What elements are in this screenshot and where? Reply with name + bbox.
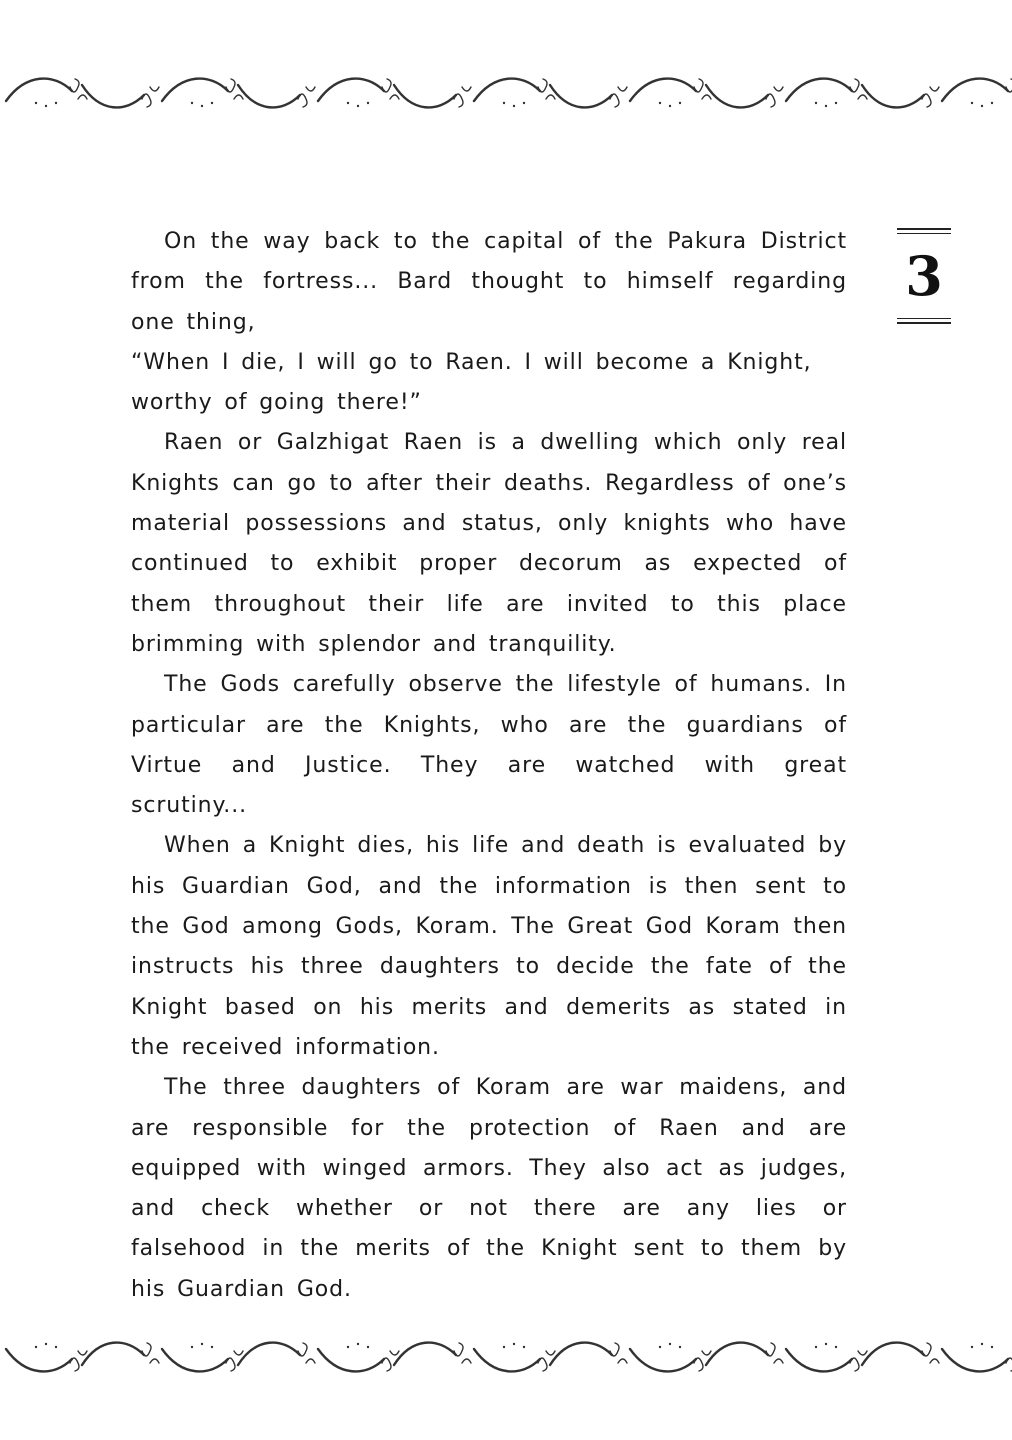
paragraph-5: The three daughters of Koram are war maidens, and are responsible for the protection of Raen and are equipped with winged armors. They also act as judges, and check whether or not there are any lies or falsehood in the merits of the Knight sent to them by his Guardian God.	[131, 1075, 847, 1302]
body-text	[131, 222, 847, 1310]
ornamental-scroll-border-icon	[0, 58, 1012, 128]
page-number: 3	[905, 244, 943, 308]
page-number-rule-bottom	[897, 322, 951, 324]
paragraph-2: Raen or Galzhigat Raen is a dwelling which only real Knights can go to after their deaths. Regardless of one’s material possessions and status, only knights who have continued to exhibit proper decorum as expected of them throughout their life are invited to this place brimming with splendor and tranquility.	[131, 430, 847, 657]
paragraph-1: On the way back to the capital of the Pakura District from the fortress... Bard thought to himself regarding one thing,	[131, 229, 847, 335]
page-number-marker	[897, 228, 951, 324]
top-ornamental-border	[0, 58, 1012, 128]
paragraph-3: The Gods carefully observe the lifestyle of humans. In particular are the Knights, who are the guardians of Virtue and Justice. They are watched with great scrutiny...	[131, 672, 847, 819]
page-number-rule-top	[897, 228, 951, 230]
paragraph-4: When a Knight dies, his life and death is evaluated by his Guardian God, and the information is then sent to the God among Gods, Koram. The Great God Koram then instructs his three daughters to decide the fate of the Knight based on his merits and demerits as stated in the received information.	[131, 833, 847, 1060]
paragraph-quote: “When I die, I will go to Raen. I will become a Knight, worthy of going there!”	[131, 349, 812, 416]
ornamental-scroll-border-icon	[0, 1322, 1012, 1392]
bottom-ornamental-border	[0, 1322, 1012, 1392]
page-number-rule-bottom-thin	[897, 318, 951, 319]
